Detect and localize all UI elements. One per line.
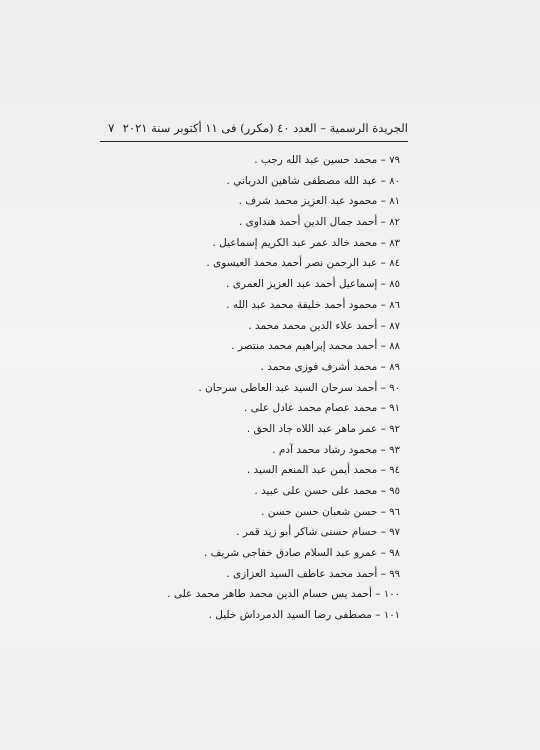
list-item: ٩٠ – أحمد سرحان السيد عبد العاطى سرحان .	[198, 381, 400, 394]
entry-number: ٩٥	[389, 486, 400, 497]
entry-name: محمد خالد عمر عبد الكريم إسماعيل .	[212, 236, 378, 249]
list-item: ٩٧ – حسام حسنى شاكر أبو زيد قمر .	[236, 526, 400, 539]
entry-number: ٩٩	[389, 568, 400, 580]
entry-number: ٨٥	[389, 279, 400, 291]
entry-name: مصطفى رضا السيد الدمرداش خليل .	[208, 609, 372, 622]
entry-name: عمر ماهر عبد اللاه جاد الحق .	[246, 422, 378, 435]
page-header	[108, 121, 408, 139]
entry-number: ٨٦	[389, 299, 400, 311]
entry-name: إسماعيل أحمد عبد العزيز العمرى .	[226, 278, 378, 291]
entry-name: أحمد محمد عاطف السيد العزازى .	[226, 567, 378, 580]
entry-number: ٩٠	[389, 382, 400, 394]
list-item: ٨٠ – عبد الله مصطفى شاهين الدرباني .	[226, 174, 400, 187]
entry-number: ٨٣	[389, 237, 400, 249]
entry-number: ٨٢	[389, 217, 400, 229]
list-item: ٩٩ – أحمد محمد عاطف السيد العزازى .	[226, 567, 400, 580]
entry-name: أحمد محمد إبراهيم محمد منتصر .	[231, 340, 378, 353]
entry-name: أحمد علاء الدين محمد محمد .	[248, 319, 378, 332]
list-item: ٩٣ – محمود رشاد محمد آدم .	[272, 443, 400, 456]
page-number: ٧	[108, 121, 115, 135]
entry-name: محمود رشاد محمد آدم .	[272, 443, 378, 456]
entry-number: ٩٦	[389, 506, 400, 518]
entry-number: ٨٤	[389, 258, 400, 270]
entry-name: محمد حسين عبد الله رجب .	[254, 154, 378, 166]
entry-number: ٨٨	[389, 341, 400, 353]
entry-number: ٨٧	[389, 320, 400, 332]
entry-number: ٩٣	[389, 444, 400, 456]
list-item: ١٠١ – مصطفى رضا السيد الدمرداش خليل .	[208, 609, 400, 622]
entry-name: محمد عصام محمد عادل على .	[243, 402, 378, 415]
entry-name: حسام حسنى شاكر أبو زيد قمر .	[236, 526, 378, 539]
list-item: ٩١ – محمد عصام محمد عادل على .	[243, 402, 400, 415]
entry-name: أحمد سرحان السيد عبد العاطى سرحان .	[198, 381, 378, 394]
list-item: ٨٦ – محمود أحمد خليفة محمد عبد الله .	[226, 298, 400, 311]
entry-number: ٩٢	[389, 423, 400, 435]
list-item: ٨١ – محمود عبد العزيز محمد شرف .	[238, 195, 400, 208]
entry-name: أحمد جمال الدين أحمد هنداوى .	[238, 216, 378, 229]
entry-name: عبد الرحمن نصر أحمد محمد العيسوى .	[206, 257, 378, 270]
entry-name: عمرو عبد السلام صادق خفاجى شريف .	[203, 547, 378, 560]
list-item: ٩٦ – حسن شعبان حسن حسن .	[261, 505, 400, 518]
entry-name: محمد على حسن على عبيد .	[254, 485, 378, 497]
list-item: ٨٥ – إسماعيل أحمد عبد العزيز العمرى .	[226, 278, 400, 291]
entry-name: عبد الله مصطفى شاهين الدرباني .	[226, 174, 378, 187]
list-item: ٨٩ – محمد أشرف فوزى محمد .	[260, 360, 400, 373]
entry-name: محمد أيمن عبد المنعم السيد .	[246, 464, 378, 477]
entry-number: ٨٩	[389, 361, 400, 373]
entry-name: محمود عبد العزيز محمد شرف .	[238, 195, 378, 208]
entry-number: ٨٠	[389, 175, 400, 187]
list-item: ٨٧ – أحمد علاء الدين محمد محمد .	[248, 319, 400, 332]
entry-number: ٩٤	[389, 465, 400, 477]
list-item: ٩٥ – محمد على حسن على عبيد .	[254, 485, 400, 497]
entry-number: ١٠١	[383, 610, 400, 622]
entry-name: حسن شعبان حسن حسن .	[261, 505, 378, 518]
list-item: ١٠٠ – أحمد يس حسام الدين محمد طاهر محمد على .	[167, 588, 400, 601]
list-item: ٨٨ – أحمد محمد إبراهيم محمد منتصر .	[231, 340, 400, 353]
list-item: ٩٢ – عمر ماهر عبد اللاه جاد الحق .	[246, 422, 400, 435]
list-item: ٩٨ – عمرو عبد السلام صادق خفاجى شريف .	[203, 547, 400, 560]
header-divider	[100, 141, 408, 142]
list-item: ٧٩ – محمد حسين عبد الله رجب .	[254, 154, 400, 166]
gazette-title: الجريدة الرسمية – العدد ٤٠ (مكرر) فى ١١ أكتوبر سنة ٢٠٢١	[122, 121, 408, 135]
entry-number: ٨١	[389, 196, 400, 208]
entry-name: محمد أشرف فوزى محمد .	[260, 360, 378, 373]
entry-number: ٩٧	[389, 527, 400, 539]
list-item: ٨٣ – محمد خالد عمر عبد الكريم إسماعيل .	[212, 236, 400, 249]
names-list	[140, 150, 400, 626]
list-item: ٩٤ – محمد أيمن عبد المنعم السيد .	[246, 464, 400, 477]
entry-number: ٩٨	[389, 548, 400, 560]
entry-number: ٧٩	[389, 155, 400, 166]
entry-name: محمود أحمد خليفة محمد عبد الله .	[226, 298, 378, 311]
list-item: ٨٢ – أحمد جمال الدين أحمد هنداوى .	[238, 216, 400, 229]
entry-number: ٩١	[389, 403, 400, 415]
list-item: ٨٤ – عبد الرحمن نصر أحمد محمد العيسوى .	[206, 257, 400, 270]
entry-name: أحمد يس حسام الدين محمد طاهر محمد على .	[167, 588, 372, 601]
entry-number: ١٠٠	[383, 589, 400, 601]
